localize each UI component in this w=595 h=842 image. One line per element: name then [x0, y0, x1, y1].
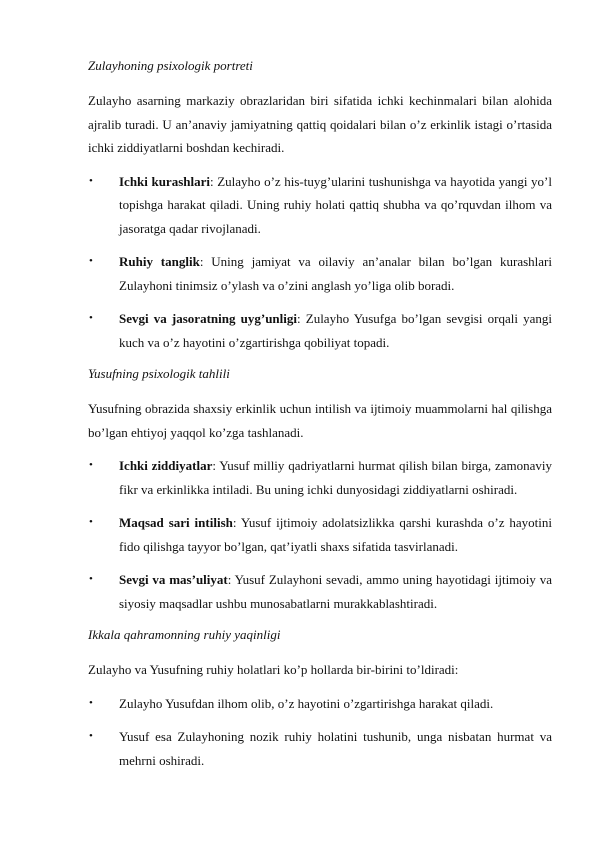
bullet-list [88, 454, 552, 615]
bullet-icon: • [89, 573, 93, 585]
bullet-icon: • [89, 696, 93, 709]
bullet-list [88, 170, 552, 355]
section-intro: Zulayho asarning markaziy obrazlaridan biri sifatida ichki kechinmalari bilan alohida ajralib turadi. U an’anaviy jamiyatning qattiq qoidalari bilan o’z erkinlik istagi o’rtasida ichki ziddiyatlarni boshdan kechiradi. [88, 93, 552, 155]
item-term: Ruhiy tanglik [119, 254, 200, 269]
bullet-icon: • [89, 516, 93, 528]
item-term: Maqsad sari intilish [119, 515, 233, 530]
document-body [88, 56, 552, 782]
item-term: Sevgi va jasoratning uyg’unligi [119, 311, 297, 326]
bullet-icon: • [89, 459, 93, 471]
bullet-icon: • [89, 174, 93, 187]
section-intro: Zulayho va Yusufning ruhiy holatlari ko’p hollarda bir-birini to’ldiradi: [88, 662, 459, 677]
item-text: : Yusuf Zulayhoni sevadi, ammo uning hayotidagi ijtimoiy va siyosiy maqsadlar ushbu munosabatlarni murakkablashtiradi. [119, 572, 552, 611]
bullet-icon: • [89, 730, 93, 742]
item-text: : Yusuf ijtimoiy adolatsizlikka qarshi kurashda o’z hayotini fido qilishga tayyor bo’lgan, qat’iyatli shaxs sifatida tasvirlanadi. [119, 515, 552, 554]
item-text: Zulayho Yusufdan ilhom olib, o’z hayotini o’zgartirishga harakat qiladi. [119, 695, 494, 711]
list-item [88, 692, 552, 716]
item-text: : Zulayho o’z his-tuyg’ularini tushunishga va hayotida yangi yo’l topishga harakat qiladi. Uning ruhiy holati qattiq shubha va qo’rquvdan ilhom va jasoratga qadar rivojlanadi. [119, 173, 552, 236]
item-term: Sevgi va mas’uliyat [119, 572, 228, 587]
item-text: : Uning jamiyat va oilaviy an’analar bilan bo’lgan kurashlari Zulayhoni tinimsiz o’ylash va o’zini anglash yo’liga olib boradi. [119, 254, 552, 293]
item-text: : Yusuf milliy qadriyatlarni hurmat qilish bilan birga, zamonaviy fikr va erkinlikka intiladi. Bu uning ichki dunyosidagi ziddiyatlarni oshiradi. [119, 458, 552, 497]
list-item [88, 725, 552, 772]
list-item [88, 307, 552, 354]
item-text: Yusuf esa Zulayhoning nozik ruhiy holatini tushunib, unga nisbatan hurmat va mehrni oshiradi. [119, 729, 552, 768]
list-item [88, 250, 552, 297]
list-item [88, 170, 552, 241]
list-item [88, 454, 552, 501]
item-text: : Zulayho Yusufga bo’lgan sevgisi orqali yangi kuch va o’z hayotini o’zgartirishga qobiliyat topadi. [119, 311, 552, 350]
list-item [88, 511, 552, 558]
bullet-icon: • [89, 312, 93, 324]
bullet-list [88, 692, 552, 773]
item-term: Ichki kurashlari [119, 173, 210, 189]
section-intro: Yusufning obrazida shaxsiy erkinlik uchun intilish va ijtimoiy muammolarni hal qilishga bo’lgan ehtiyoj yaqqol ko’zga tashlanadi. [88, 401, 552, 440]
section-heading: Ikkala qahramonning ruhiy yaqinligi [88, 627, 281, 642]
section-heading: Zulayhoning psixologik portreti [88, 58, 253, 73]
item-term: Ichki ziddiyatlar [119, 458, 213, 473]
bullet-icon: • [89, 255, 93, 267]
section-heading: Yusufning psixologik tahlili [88, 366, 230, 381]
list-item [88, 568, 552, 615]
